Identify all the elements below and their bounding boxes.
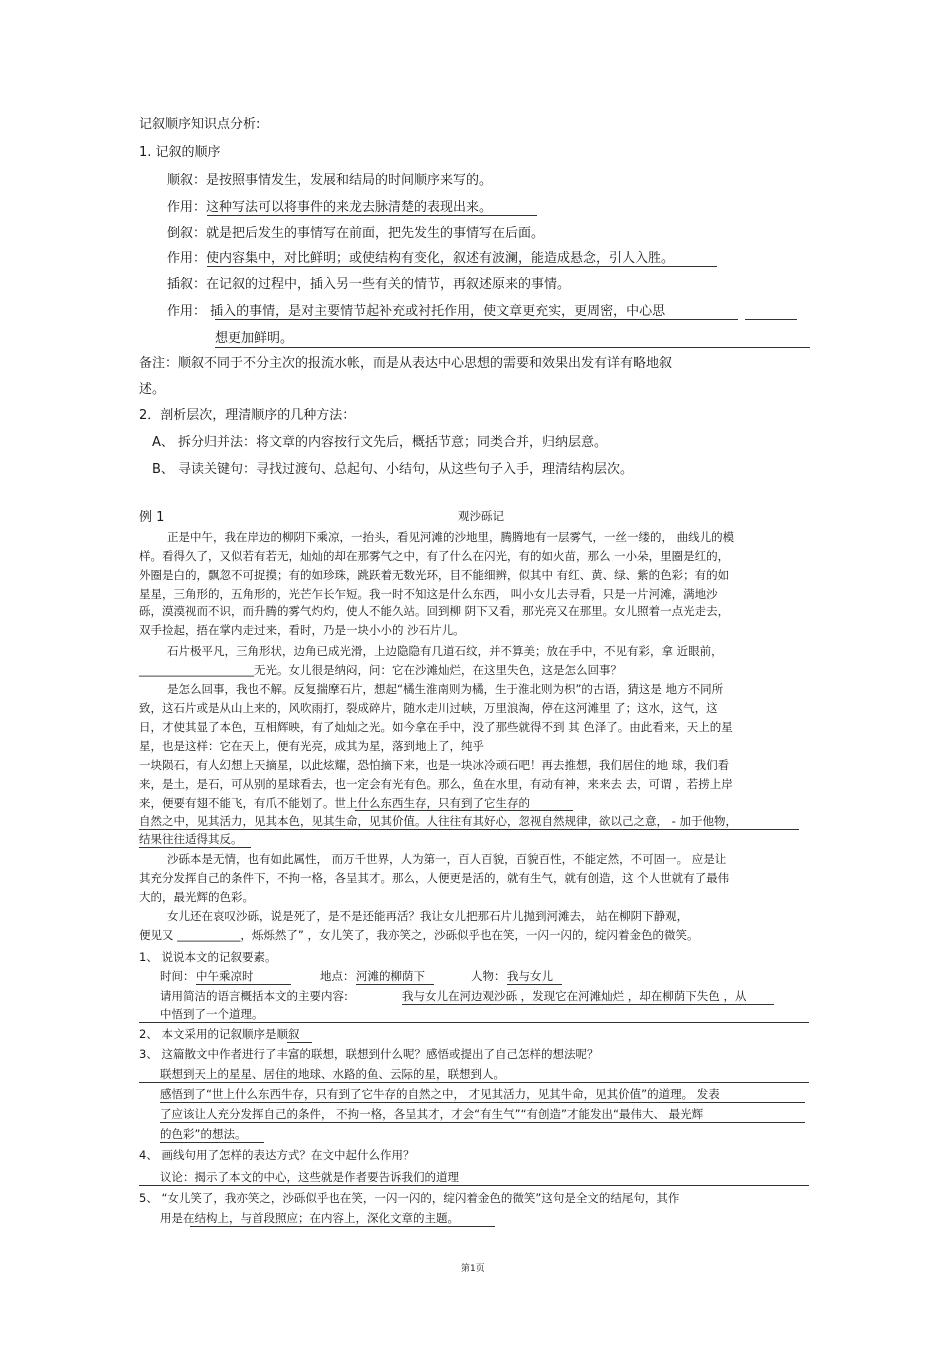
summary-answer-2: 中悟到了一个道理。: [160, 1007, 264, 1021]
summary-answer-1: 我与女儿在河边观沙砾 ，发现它在河滩灿烂 ，却在柳荫下失色 ，从: [402, 989, 747, 1003]
chaxu-effect-cont: 想更加鲜明。: [215, 331, 294, 346]
section-heading-1: 1. 记叙的顺序: [139, 145, 221, 160]
essay-line: 来，是土，是石，可从别的星球看去，也一定会有光有色。那么，鱼在水里，有动有神，来来去 去，可谓 ，若捞上岸: [139, 777, 733, 791]
essay-line: 便见又 ___________，烁烁然了” ，女儿笑了，我亦笑之，沙砾似乎也在笑，一闪一闪的，绽闪着金色的微笑。: [139, 928, 699, 942]
section-heading-2: 2．剖析层次，理清顺序的几种方法：: [139, 408, 356, 423]
essay-line: 女儿还在哀叹沙砾，说是死了，是不是还能再活？我让女儿把那石片儿抛到河滩去， 站在柳阴下静观，: [167, 909, 689, 923]
essay-line: 星星，三角形的，五角形的，光芒乍长乍短。我一时不知这是什么东西， 叫小女儿去寻看，只是一片河滩，满地沙: [139, 587, 718, 601]
people-label: 人物：: [471, 969, 506, 983]
page-title: 记叙顺序知识点分析:: [139, 117, 261, 132]
note-line-2: 述。: [139, 382, 166, 397]
answer-underline: [402, 1004, 774, 1005]
daoxu-effect: 作用：使内容集中，对比鲜明；或使结构有变化，叙述有波澜，能造成悬念，引人入胜。: [167, 251, 675, 266]
shunxu-effect: 作用：这种写法可以将事件的来龙去脉清楚的表现出来。: [167, 200, 493, 215]
q4-answer: 议论：揭示了本文的中心，这些就是作者要告诉我们的道理: [160, 1170, 459, 1184]
essay-line: 自然之中，见其活力，见其本色，见其生命，见其价值。人往往有其好心，忽视自然规律，欲以己之意， - 加于他物，: [139, 814, 737, 828]
essay-line: 一块陨石，有人幻想上天摘星，以此炫耀，恐怕摘下来，也是一块冰冷顽石吧！再去推想，我们居住的地 球，我们看: [139, 758, 730, 772]
answer-underline: [745, 319, 797, 320]
essay-line: 致，这石片或是从山上来的，风吹雨打，裂成碎片，随水走川过峡，万里浪淘，停在这河滩里 了；这水，这气，这: [139, 701, 718, 715]
place-label: 地点：: [320, 969, 355, 983]
essay-line: 正是中午，我在岸边的柳阴下乘凉，一抬头，看见河滩的沙地里，腾腾地有一层雾气，一丝一缕的， 曲线儿的模: [167, 530, 735, 544]
note-line-1: 备注：顺叙不同于不分主次的报流水帐，而是从表达中心思想的需要和效果出发有详有略地叙: [139, 356, 673, 371]
time-answer: 中午乘凉时: [196, 969, 254, 983]
answer-underline: [207, 215, 537, 216]
question-5: 5、 “女儿笑了，我亦笑之，沙砾似乎也在笑，一闪一闪的，绽闪着金色的微笑”这句是全文的结尾句，其作: [139, 1191, 680, 1205]
answer-underline: [196, 984, 291, 985]
essay-line: 是怎么回事，我也不解。反复揣摩石片，想起“橘生淮南则为橘，生于淮北则为枳”的古语，猜这是 地方不同所: [167, 682, 724, 696]
shunxu-definition: 顺叙：是按照事情发生，发展和结局的时间顺序来写的。: [167, 173, 493, 188]
method-b: B、 寻读关键句：寻找过渡句、总起句、小结句，从这些句子入手，理清结构层次。: [152, 462, 634, 477]
answer-underline: [160, 1102, 805, 1103]
q5-answer: 用是在结构上，与首段照应；在内容上，深化文章的主题。: [160, 1211, 459, 1225]
answer-underline: [207, 266, 717, 267]
essay-line: 来，便要有翅不能飞，有爪不能划了。世上什么东西生存，只有到了它生存的: [139, 796, 530, 810]
chaxu-definition: 插叙：在记叙的过程中，插入另一些有关的情节，再叙述原来的事情。: [167, 277, 571, 292]
method-a: A、 拆分归并法：将文章的内容按行文先后，概括节意；同类合并，归纳层意。: [152, 435, 608, 450]
chaxu-effect: 作用： 插入的事情，是对主要情节起补充或衬托作用，使文章更充实，更周密，中心思: [167, 304, 666, 319]
summary-prompt: 请用简洁的语言概括本文的主要内容:: [160, 989, 348, 1003]
essay-line: 沙砾本是无情，也有如此属性， 而万千世界，人为第一，百人百貌，百貌百性，不能定然，不可固一。 应是让: [167, 852, 727, 866]
answer-underline: [356, 984, 434, 985]
answer-underline: [215, 319, 738, 320]
essay-line: 星，也是这样：它在天上，便有光亮，成其为星，落到地上了，纯乎: [139, 739, 484, 753]
people-answer: 我与女儿: [507, 969, 553, 983]
question-4: 4、 画线句用了怎样的表达方式？在文中起什么作用？: [139, 1148, 415, 1162]
example-label: 例 1: [139, 510, 165, 525]
essay-line: ____________________无光。女儿很是纳闷，问：它在沙滩灿烂，在这里失色，这是怎么回事？: [139, 663, 622, 677]
answer-underline: [139, 1022, 809, 1023]
highlight-underline: [355, 810, 573, 811]
page-number: 第1页: [461, 1264, 485, 1274]
highlight-underline: [139, 829, 799, 830]
answer-underline: [190, 1226, 495, 1227]
highlight-underline: [139, 847, 251, 848]
question-3: 3、 这篇散文中作者进行了丰富的联想，联想到什么呢？感悟或提出了自己怎样的想法呢？: [139, 1047, 599, 1061]
q3-answer-1: 联想到天上的星星、居住的地球、水路的鱼、云际的星，联想到人。: [160, 1067, 505, 1081]
essay-line: 砾，漠漠视而不识，而升腾的雾气灼灼，使人不能久站。回到柳 阴下又看，那光亮又在那里。女儿照着一点光走去，: [139, 604, 730, 618]
daoxu-definition: 倒叙：就是把后发生的事情写在前面，把先发生的事情写在后面。: [167, 226, 545, 241]
essay-line: 外圈是白的，飘忽不可捉摸；有的如珍珠，跳跃着无数光环，目不能细辨，似其中 有红、黄、绿、紫的色彩；有的如: [139, 568, 730, 582]
essay-line: 大的，最光辉的色彩。: [139, 890, 254, 904]
essay-line: 其充分发挥自己的条件下，不拘一格，各呈其才。那么，人便更是活的，就有生气，就有创造，这 个人世就有了最伟: [139, 871, 730, 885]
answer-underline: [507, 984, 562, 985]
place-answer: 河滩的柳荫下: [356, 969, 425, 983]
answer-underline: [215, 347, 810, 348]
essay-line: 日，才使其显了本色，互相辉映，有了灿灿之光。如今拿在手中，没了那些就得不到 其 色泽了。由此看来，天上的星: [139, 720, 733, 734]
question-2: 2、 本文采用的记叙顺序是顺叙: [139, 1027, 300, 1041]
answer-underline: [139, 1185, 809, 1186]
q3-answer-2: 感悟到了“世上什么东西牛存，只有到了它牛存的自然之中， 才见其活力，见其牛命，见其价值”的道理。 发表: [160, 1087, 720, 1101]
essay-line: 结果往往适得其反。: [139, 832, 243, 846]
q3-answer-4: 的色彩”的想法。: [160, 1127, 247, 1141]
answer-underline: [139, 1082, 809, 1083]
time-label: 时间：: [160, 969, 195, 983]
q3-answer-3: 了应该让人充分发挥自己的条件， 不拘一格，各呈其才，才会“有生气”“有创造”才能发出“最伟大、 最光辉: [160, 1107, 704, 1121]
essay-title: 观沙砾记: [458, 509, 504, 523]
essay-line: 双手捡起，捂在掌内走过来，看时，乃是一块小小的 沙石片儿。: [139, 623, 465, 637]
answer-underline: [160, 1142, 264, 1143]
answer-underline: [160, 1122, 805, 1123]
essay-line: 样。看得久了，又似若有若无，灿灿的却在那雾气之中，有了什么在闪光，有的如火苗，那么 一小朵，里圈是红的，: [139, 549, 730, 563]
essay-line: 石片极平凡，三角形状，边角已成光滑，上边隐隐有几道石纹，并不算美；放在手中，不见有彩，拿 近眼前，: [167, 644, 723, 658]
answer-underline: [287, 1042, 312, 1043]
question-1: 1、 说说本文的记叙要素。: [139, 950, 277, 964]
